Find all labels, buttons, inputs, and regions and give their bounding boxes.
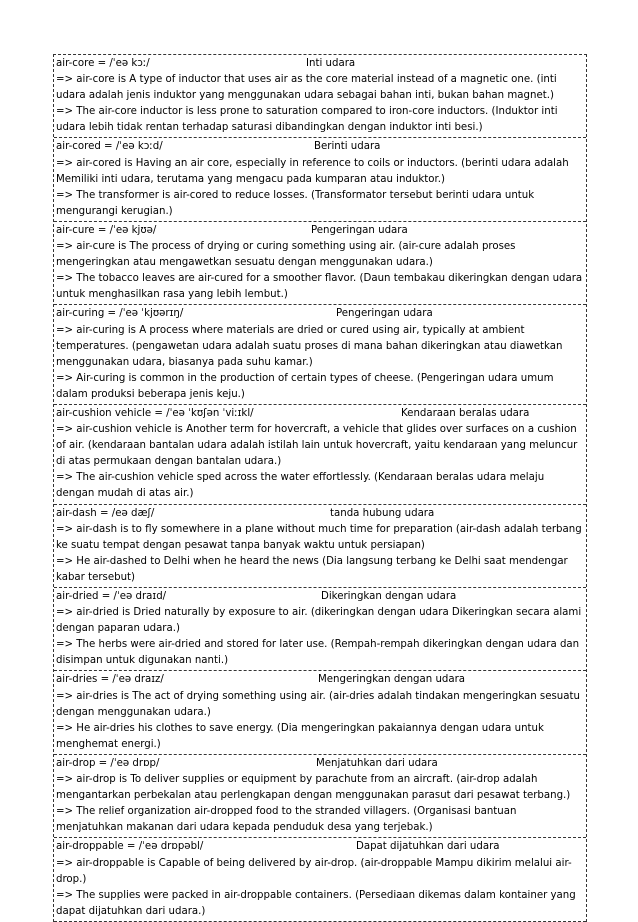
entry-example: => Air-curing is common in the production of certain types of cheese. (Pengeringan udara umum dalam produksi beberapa jenis keju.) (56, 372, 554, 400)
entry-translation: Pengeringan udara (336, 308, 433, 320)
entry-air-drop (54, 755, 586, 838)
entry-air-dash (54, 505, 586, 588)
entry-translation: Menjatuhkan dari udara (316, 757, 438, 769)
entry-term: air-droppable = /ˈeə drɒpəbl/ (56, 841, 204, 853)
entry-example: => He air-dashed to Delhi when he heard the news (Dia langsung terbang ke Delhi saat mendengar kabar tersebut) (56, 555, 568, 583)
entry-term: air-cure = /ˈeə kjʊə/ (56, 224, 157, 236)
entry-air-core (54, 55, 586, 138)
entry-definition: => air-curing is A process where materials are dried or cured using air, typically at ambient temperatures. (pengawetan udara adalah suatu proses di mana bahan dikeringkan atau diawetkan menggunakan udara, biasanya pada suhu kamar.) (56, 324, 563, 368)
entry-definition: => air-cushion vehicle is Another term for hovercraft, a vehicle that glides over surfaces on a cushion of air. (kendaraan bantalan udara adalah istilah lain untuk hovercraft, yaitu kendaraan yang meluncur di atas permukaan dengan bantalan udara.) (56, 424, 578, 468)
entry-term: air-cored = /ˈeə kɔːd/ (56, 141, 163, 153)
entry-term: air-cushion vehicle = /ˈeə ˈkʊʃən ˈviːɪkl/ (56, 407, 254, 419)
entry-air-cored (54, 138, 586, 221)
entry-example: => The herbs were air-dried and stored for later use. (Rempah-rempah dikeringkan dengan udara dan disimpan untuk digunakan nanti.) (56, 639, 580, 667)
entry-definition: => air-dried is Dried naturally by exposure to air. (dikeringkan dengan udara Dikeringkan secara alami dengan paparan udara.) (56, 607, 582, 635)
dictionary-entries (53, 54, 587, 922)
entry-translation: Dikeringkan dengan udara (321, 591, 457, 602)
entry-definition: => air-dash is to fly somewhere in a plane without much time for preparation (air-dash adalah terbang ke suatu tempat dengan pesawat tanpa banyak waktu untuk persiapan) (56, 523, 582, 551)
entry-term: air-core = /ˈeə kɔː/ (56, 58, 150, 69)
entry-air-dried (54, 588, 586, 671)
entry-translation: Inti udara (306, 58, 356, 69)
entry-term: air-curing = /ˈeə ˈkjʊərɪŋ/ (56, 308, 184, 320)
entry-definition: => air-cored is Having an air core, especially in reference to coils or inductors. (berinti udara adalah Memiliki inti udara, terutama yang mengacu pada kumparan atau induktor.) (56, 157, 569, 185)
entry-definition: => air-core is A type of inductor that uses air as the core material instead of a magnetic one. (inti udara adalah jenis induktor yang menggunakan udara sebagai bahan inti, bukan bahan magnet.) (56, 74, 557, 102)
entry-term: air-dash = /eə dæʃ/ (56, 507, 155, 519)
entry-air-cure (54, 222, 586, 305)
entry-air-droppable (54, 838, 586, 921)
entry-definition: => air-cure is The process of drying or curing something using air. (air-cure adalah proses mengeringkan atau mengawetkan sesuatu dengan menggunakan udara.) (56, 241, 516, 269)
entry-translation: tanda hubung udara (330, 507, 435, 519)
entry-translation: Dapat dijatuhkan dari udara (356, 841, 500, 853)
entry-definition: => air-drop is To deliver supplies or equipment by parachute from an aircraft. (air-drop adalah mengantarkan perbekalan atau perlengkapan dengan menggunakan parasut dari pesawat terbang.) (56, 774, 571, 802)
entry-example: => The air-cushion vehicle sped across the water effortlessly. (Kendaraan beralas udara melaju dengan mudah di atas air.) (56, 472, 545, 500)
entry-translation: Kendaraan beralas udara (401, 407, 530, 419)
entry-example: => The relief organization air-dropped food to the stranded villagers. (Organisasi bantuan menjatuhkan makanan dari udara kepada penduduk desa yang terjebak.) (56, 806, 517, 834)
entry-air-curing (54, 305, 586, 405)
entry-air-dries (54, 671, 586, 754)
entry-example: => The air-core inductor is less prone to saturation compared to iron-core inductors. (Induktor inti udara lebih tidak rentan terhadap saturasi dibandingkan dengan induktor inti besi.) (56, 106, 558, 134)
entry-example: => He air-dries his clothes to save energy. (Dia mengeringkan pakaiannya dengan udara untuk menghemat energi.) (56, 722, 544, 750)
entry-air-cushion-vehicle (54, 405, 586, 505)
entry-example: => The tobacco leaves are air-cured for a smoother flavor. (Daun tembakau dikeringkan dengan udara untuk menghasilkan rasa yang lebih lembut.) (56, 273, 583, 301)
entry-translation: Mengeringkan dengan udara (318, 674, 466, 686)
entry-translation: Pengeringan udara (311, 224, 408, 236)
entry-term: air-dries = /ˈeə draɪz/ (56, 674, 164, 686)
entry-example: => The supplies were packed in air-droppable containers. (Persediaan dikemas dalam kontainer yang dapat dijatuhkan dari udara.) (56, 889, 576, 917)
entry-term: air-drop = /ˈeə drɒp/ (56, 757, 160, 769)
entry-translation: Berinti udara (314, 141, 381, 153)
entry-term: air-dried = /ˈeə draɪd/ (56, 591, 167, 602)
entry-definition: => air-dries is The act of drying something using air. (air-dries adalah tindakan mengeringkan sesuatu dengan menggunakan udara.) (56, 690, 580, 718)
entry-definition: => air-droppable is Capable of being delivered by air-drop. (air-droppable Mampu dikirim melalui air-drop.) (56, 857, 572, 885)
entry-example: => The transformer is air-cored to reduce losses. (Transformator tersebut berinti udara untuk mengurangi kerugian.) (56, 189, 535, 217)
